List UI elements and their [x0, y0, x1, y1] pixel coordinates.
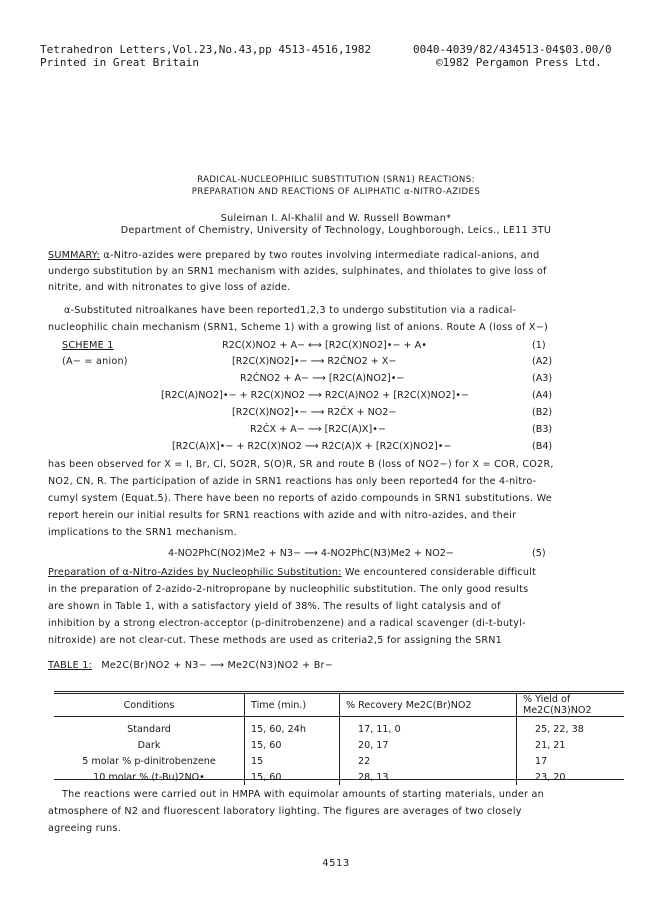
table-1 [54, 694, 624, 785]
scheme-equation-1-number: (1) [532, 340, 546, 351]
table-cell: Dark [54, 737, 245, 753]
body-line1: has been observed for X = I, Br, Cl, SO2R, S(O)R, SR and route B (loss of NO2−) for X = COR, CO2R, [48, 459, 554, 470]
body-line2: NO2, CN, R. The participation of azide in SRN1 reactions has only been reported4 for the 4-nitro- [48, 476, 537, 487]
summary-text: α-Nitro-azides were prepared by two routes involving intermediate radical-anions, and [103, 250, 540, 261]
table-header-time: Time (min.) [245, 694, 340, 717]
scheme-equation-a3: R2ĊNO2 + A− ⟶ [R2C(A)NO2]•− [240, 373, 405, 384]
table-cell: 15 [245, 753, 340, 769]
author-affiliation: Department of Chemistry, University of Technology, Loughborough, Leics., LE11 3TU [120, 225, 552, 236]
footnote-line2: atmosphere of N2 and fluorescent laboratory lighting. The figures are averages of two closely [48, 806, 522, 817]
scheme-equation-a2-number: (A2) [532, 356, 553, 367]
scheme-equation-b3-number: (B3) [532, 424, 553, 435]
table-cell: 17 [535, 755, 548, 767]
author-names: Suleiman I. Al-Khalil and W. Russell Bowman* [220, 213, 452, 224]
section-heading: Preparation of α-Nitro-Azides by Nucleophilic Substitution: [48, 567, 342, 578]
article-title-line2: PREPARATION AND REACTIONS OF ALIPHATIC α-NITRO-AZIDES [191, 187, 481, 197]
printed-in: Printed in Great Britain [40, 56, 199, 69]
summary-line2: undergo substitution by an SRN1 mechanism with azides, sulphinates, and thiolates to give loss of [48, 266, 547, 277]
table-reaction: Me2C(Br)NO2 + N3− ⟶ Me2C(N3)NO2 + Br− [101, 660, 334, 671]
section-line5: nitroxide) are not clear-cut. These methods are used as criteria2,5 for assigning the SRN1 [48, 635, 503, 646]
summary-label: SUMMARY: [48, 250, 101, 261]
section-line2: in the preparation of 2-azido-2-nitropropane by nucleophilic substitution. The only good results [48, 584, 529, 595]
table-row [54, 717, 624, 738]
table-bottom-rule [54, 779, 624, 780]
table-cell: 20, 17 [340, 737, 517, 753]
table-cell: 15, 60 [245, 769, 340, 785]
scheme-anion-note: (A− = anion) [62, 356, 128, 367]
table-cell: 15, 60, 24h [245, 717, 340, 738]
table-header-row [54, 694, 624, 717]
body-line3: cumyl system (Equat.5). There have been no reports of azido compounds in SRN1 substitutions. We [48, 493, 552, 504]
body-line4: report herein our initial results for SRN1 reactions with azide and with nitro-azides, and their [48, 510, 517, 521]
scheme-equation-a4: [R2C(A)NO2]•− + R2C(X)NO2 ⟶ R2C(A)NO2 + [R2C(X)NO2]•− [161, 390, 469, 401]
table-cell: 15, 60 [245, 737, 340, 753]
table-top-rule [54, 691, 624, 692]
table-cell: 5 molar % p-dinitrobenzene [54, 753, 245, 769]
journal-citation: Tetrahedron Letters,Vol.23,No.43,pp 4513-4516,1982 [40, 43, 372, 56]
table-cell: 10 molar % (t-Bu)2NO• [54, 769, 245, 785]
table-label: TABLE 1: [48, 660, 93, 671]
scheme-equation-1: R2C(X)NO2 + A− ⟷ [R2C(X)NO2]•− + A• [222, 340, 427, 351]
intro-line1: α-Substituted nitroalkanes have been reported1,2,3 to undergo substitution via a radical- [64, 305, 517, 316]
table-row [54, 737, 624, 753]
footnote-line3: agreeing runs. [48, 823, 122, 834]
table-cell: Standard [54, 717, 245, 738]
section-line4: inhibition by a strong electron-acceptor (p-dinitrobenzene) and a radical scavenger (di-t-butyl- [48, 618, 526, 629]
copyright: ©1982 Pergamon Press Ltd. [436, 56, 602, 69]
table-cell: 28, 13 [340, 769, 517, 785]
table-cell: 25, 22, 38 [535, 723, 584, 735]
scheme-label: SCHEME 1 [62, 340, 114, 351]
summary-line3: nitrite, and with nitronates to give loss of azide. [48, 282, 291, 293]
scheme-equation-b4: [R2C(A)X]•− + R2C(X)NO2 ⟶ R2C(A)X + [R2C(X)NO2]•− [172, 441, 452, 452]
scheme-equation-b2: [R2C(X)NO2]•− ⟶ R2ĊX + NO2− [232, 407, 397, 418]
footnote-line1: The reactions were carried out in HMPA with equimolar amounts of starting materials, under an [62, 789, 544, 800]
scheme-equation-a3-number: (A3) [532, 373, 553, 384]
equation-5: 4-NO2PhC(NO2)Me2 + N3− ⟶ 4-NO2PhC(N3)Me2 + NO2− [168, 548, 454, 559]
section-line3: are shown in Table 1, with a satisfactory yield of 38%. The results of light catalysis and of [48, 601, 501, 612]
table-caption [48, 660, 333, 671]
section-line1-text: We encountered considerable difficult [341, 567, 537, 578]
scheme-equation-b3: R2ĊX + A− ⟶ [R2C(A)X]•− [250, 424, 386, 435]
section-line1 [48, 567, 536, 578]
scheme-equation-b2-number: (B2) [532, 407, 553, 418]
table-cell: 23, 20 [535, 771, 566, 783]
scheme-equation-b4-number: (B4) [532, 441, 553, 452]
scheme-equation-a2: [R2C(X)NO2]•− ⟶ R2ĊNO2 + X− [232, 356, 397, 367]
table-header-recovery: % Recovery Me2C(Br)NO2 [340, 694, 517, 717]
equation-5-number: (5) [532, 548, 546, 559]
table-row [54, 769, 624, 785]
summary-line1 [48, 250, 539, 261]
table-header-conditions: Conditions [54, 694, 245, 717]
article-title-line1: RADICAL-NUCLEOPHILIC SUBSTITUTION (SRN1) REACTIONS: [197, 175, 475, 185]
scheme-equation-a4-number: (A4) [532, 390, 553, 401]
article-code: 0040-4039/82/434513-04$03.00/0 [413, 43, 612, 56]
table-cell: 22 [340, 753, 517, 769]
body-line5: implications to the SRN1 mechanism. [48, 527, 237, 538]
page-number: 4513 [322, 858, 350, 869]
table-cell: 17, 11, 0 [340, 717, 517, 738]
table-cell: 21, 21 [535, 739, 566, 751]
table-row [54, 753, 624, 769]
table-header-yield: % Yield of Me2C(N3)NO2 [517, 694, 625, 717]
intro-line2: nucleophilic chain mechanism (SRN1, Scheme 1) with a growing list of anions. Route A (loss of X−) [48, 322, 549, 333]
